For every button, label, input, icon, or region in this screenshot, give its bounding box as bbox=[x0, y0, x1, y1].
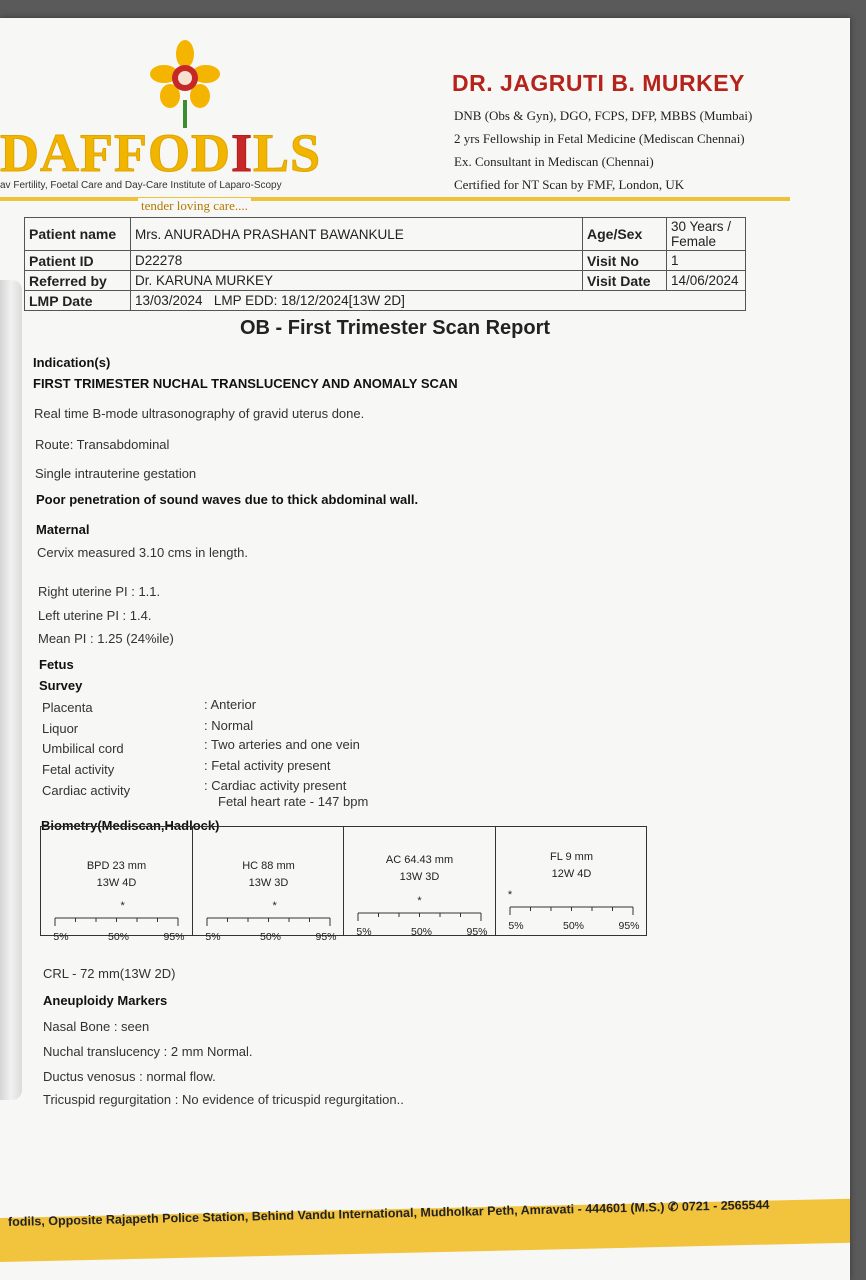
fetal-heart-rate: Fetal heart rate - 147 bpm bbox=[218, 794, 369, 809]
percentile-marker: * bbox=[417, 895, 422, 907]
visit-date-label: Visit Date bbox=[583, 271, 667, 291]
biometry-cell bbox=[344, 827, 496, 938]
biometry-measurement: HC 88 mm bbox=[241, 860, 295, 872]
nasal-bone: Nasal Bone : seen bbox=[43, 1019, 150, 1034]
percentile-label: 5% bbox=[204, 931, 221, 943]
percentile-label: 5% bbox=[53, 931, 69, 943]
percentile-label: 95% bbox=[617, 920, 640, 932]
lmp-date-label: LMP Date bbox=[25, 291, 131, 311]
biometry-gestational-age: 13W 3D bbox=[248, 877, 288, 889]
biometry-table bbox=[40, 826, 647, 943]
biometry-cell bbox=[496, 827, 647, 935]
survey-value: : Cardiac activity present bbox=[204, 778, 347, 793]
biometry-measurement: FL 9 mm bbox=[549, 851, 593, 863]
ductus-venosus: Ductus venosus : normal flow. bbox=[43, 1069, 216, 1084]
qualification-line: Ex. Consultant in Mediscan (Chennai) bbox=[454, 154, 654, 169]
mean-pi: Mean PI : 1.25 (24%ile) bbox=[38, 631, 174, 646]
maternal-heading: Maternal bbox=[36, 522, 90, 537]
crl-measurement: CRL - 72 mm(13W 2D) bbox=[43, 966, 176, 981]
percentile-marker: * bbox=[507, 889, 512, 901]
clinic-subtitle: av Fertility, Foetal Care and Day-Care Institute of Laparo-Scopy bbox=[0, 180, 282, 191]
percentile-label: 50% bbox=[259, 931, 281, 943]
referred-by-label: Referred by bbox=[25, 271, 131, 291]
survey-value: : Normal bbox=[204, 718, 254, 733]
survey-label: Umbilical cord bbox=[42, 741, 124, 756]
survey-value: : Two arteries and one vein bbox=[204, 737, 360, 752]
patient-info-table bbox=[24, 217, 746, 311]
percentile-label: 5% bbox=[507, 920, 524, 932]
biometry-gestational-age: 12W 4D bbox=[551, 868, 591, 880]
scan-route: Route: Transabdominal bbox=[35, 437, 170, 452]
biometry-measurement: BPD 23 mm bbox=[86, 860, 147, 872]
biometry-cell bbox=[41, 827, 193, 943]
clinic-address: fodils, Opposite Rajapeth Police Station, Behind Vandu International, Mudholkar Peth, Amravati - 444601 (M.S.) ✆ 0721 - 2565544 bbox=[7, 1197, 770, 1229]
qualification-line: DNB (Obs & Gyn), DGO, FCPS, DFP, MBBS (Mumbai) bbox=[454, 108, 753, 123]
scan-method: Real time B-mode ultrasonography of gravid uterus done. bbox=[34, 406, 365, 421]
percentile-scale bbox=[496, 827, 647, 935]
doctor-qualifications bbox=[454, 104, 752, 196]
indication-heading: Indication(s) bbox=[33, 355, 111, 370]
percentile-marker: * bbox=[120, 900, 125, 912]
percentile-marker: * bbox=[272, 900, 277, 912]
percentile-label: 95% bbox=[163, 931, 185, 943]
survey-value: : Fetal activity present bbox=[204, 758, 331, 773]
binder-clip bbox=[0, 280, 22, 1100]
biometry-cell bbox=[193, 827, 345, 943]
patient-name-value: Mrs. ANURADHA PRASHANT BAWANKULE bbox=[131, 218, 583, 251]
clinic-tagline: tender loving care.... bbox=[138, 198, 251, 214]
biometry-heading: Biometry(Mediscan,Hadlock) bbox=[41, 818, 220, 833]
percentile-label: 50% bbox=[562, 920, 584, 932]
nuchal-translucency: Nuchal translucency : 2 mm Normal. bbox=[43, 1044, 253, 1059]
biometry-gestational-age: 13W 4D bbox=[96, 877, 137, 889]
survey-heading: Survey bbox=[39, 678, 83, 693]
visit-no-label: Visit No bbox=[583, 251, 667, 271]
survey-label: Liquor bbox=[42, 721, 79, 736]
report-title: OB - First Trimester Scan Report bbox=[239, 317, 551, 339]
daffodil-logo-icon bbox=[150, 40, 220, 130]
visit-date-value: 14/06/2024 bbox=[667, 271, 746, 291]
age-sex-label: Age/Sex bbox=[583, 218, 667, 251]
percentile-scale bbox=[193, 827, 344, 943]
percentile-scale bbox=[344, 827, 495, 938]
percentile-label: 50% bbox=[410, 926, 433, 938]
patient-id-value: D22278 bbox=[131, 251, 583, 271]
patient-id-label: Patient ID bbox=[25, 251, 131, 271]
survey-label: Placenta bbox=[42, 700, 93, 715]
age-sex-value: 30 Years / Female bbox=[667, 218, 746, 251]
qualification-line: Certified for NT Scan by FMF, London, UK bbox=[454, 177, 685, 192]
penetration-note: Poor penetration of sound waves due to thick abdominal wall. bbox=[36, 492, 419, 507]
percentile-label: 95% bbox=[314, 931, 337, 943]
lmp-date-value: 13/03/2024 LMP EDD: 18/12/2024[13W 2D] bbox=[131, 291, 746, 311]
tricuspid-regurgitation: Tricuspid regurgitation : No evidence of tricuspid regurgitation.. bbox=[43, 1092, 404, 1107]
biometry-measurement: AC 64.43 mm bbox=[385, 854, 454, 866]
biometry-gestational-age: 13W 3D bbox=[399, 871, 440, 883]
fetus-heading: Fetus bbox=[39, 657, 74, 672]
percentile-label: 5% bbox=[356, 926, 372, 938]
visit-no-value: 1 bbox=[667, 251, 746, 271]
report-sheet bbox=[0, 18, 850, 1280]
qualification-line: 2 yrs Fellowship in Fetal Medicine (Mediscan Chennai) bbox=[454, 131, 745, 146]
doctor-name: DR. JAGRUTI B. MURKEY bbox=[452, 70, 745, 96]
left-uterine-pi: Left uterine PI : 1.4. bbox=[38, 608, 152, 623]
referred-by-value: Dr. KARUNA MURKEY bbox=[131, 271, 583, 291]
percentile-label: 50% bbox=[107, 931, 130, 943]
indication-text: FIRST TRIMESTER NUCHAL TRANSLUCENCY AND ANOMALY SCAN bbox=[33, 376, 458, 391]
survey-label: Fetal activity bbox=[42, 762, 115, 777]
survey-label: Cardiac activity bbox=[42, 783, 131, 798]
survey-value: : Anterior bbox=[204, 697, 257, 712]
right-uterine-pi: Right uterine PI : 1.1. bbox=[38, 584, 161, 599]
percentile-scale bbox=[41, 827, 192, 943]
clinic-logo-text: DAFFODILS bbox=[0, 123, 322, 183]
aneuploidy-heading: Aneuploidy Markers bbox=[43, 993, 168, 1008]
gestation-note: Single intrauterine gestation bbox=[35, 466, 197, 481]
percentile-label: 95% bbox=[466, 926, 488, 938]
cervix-measurement: Cervix measured 3.10 cms in length. bbox=[37, 545, 248, 560]
header-divider bbox=[0, 197, 790, 201]
patient-name-label: Patient name bbox=[25, 218, 131, 251]
